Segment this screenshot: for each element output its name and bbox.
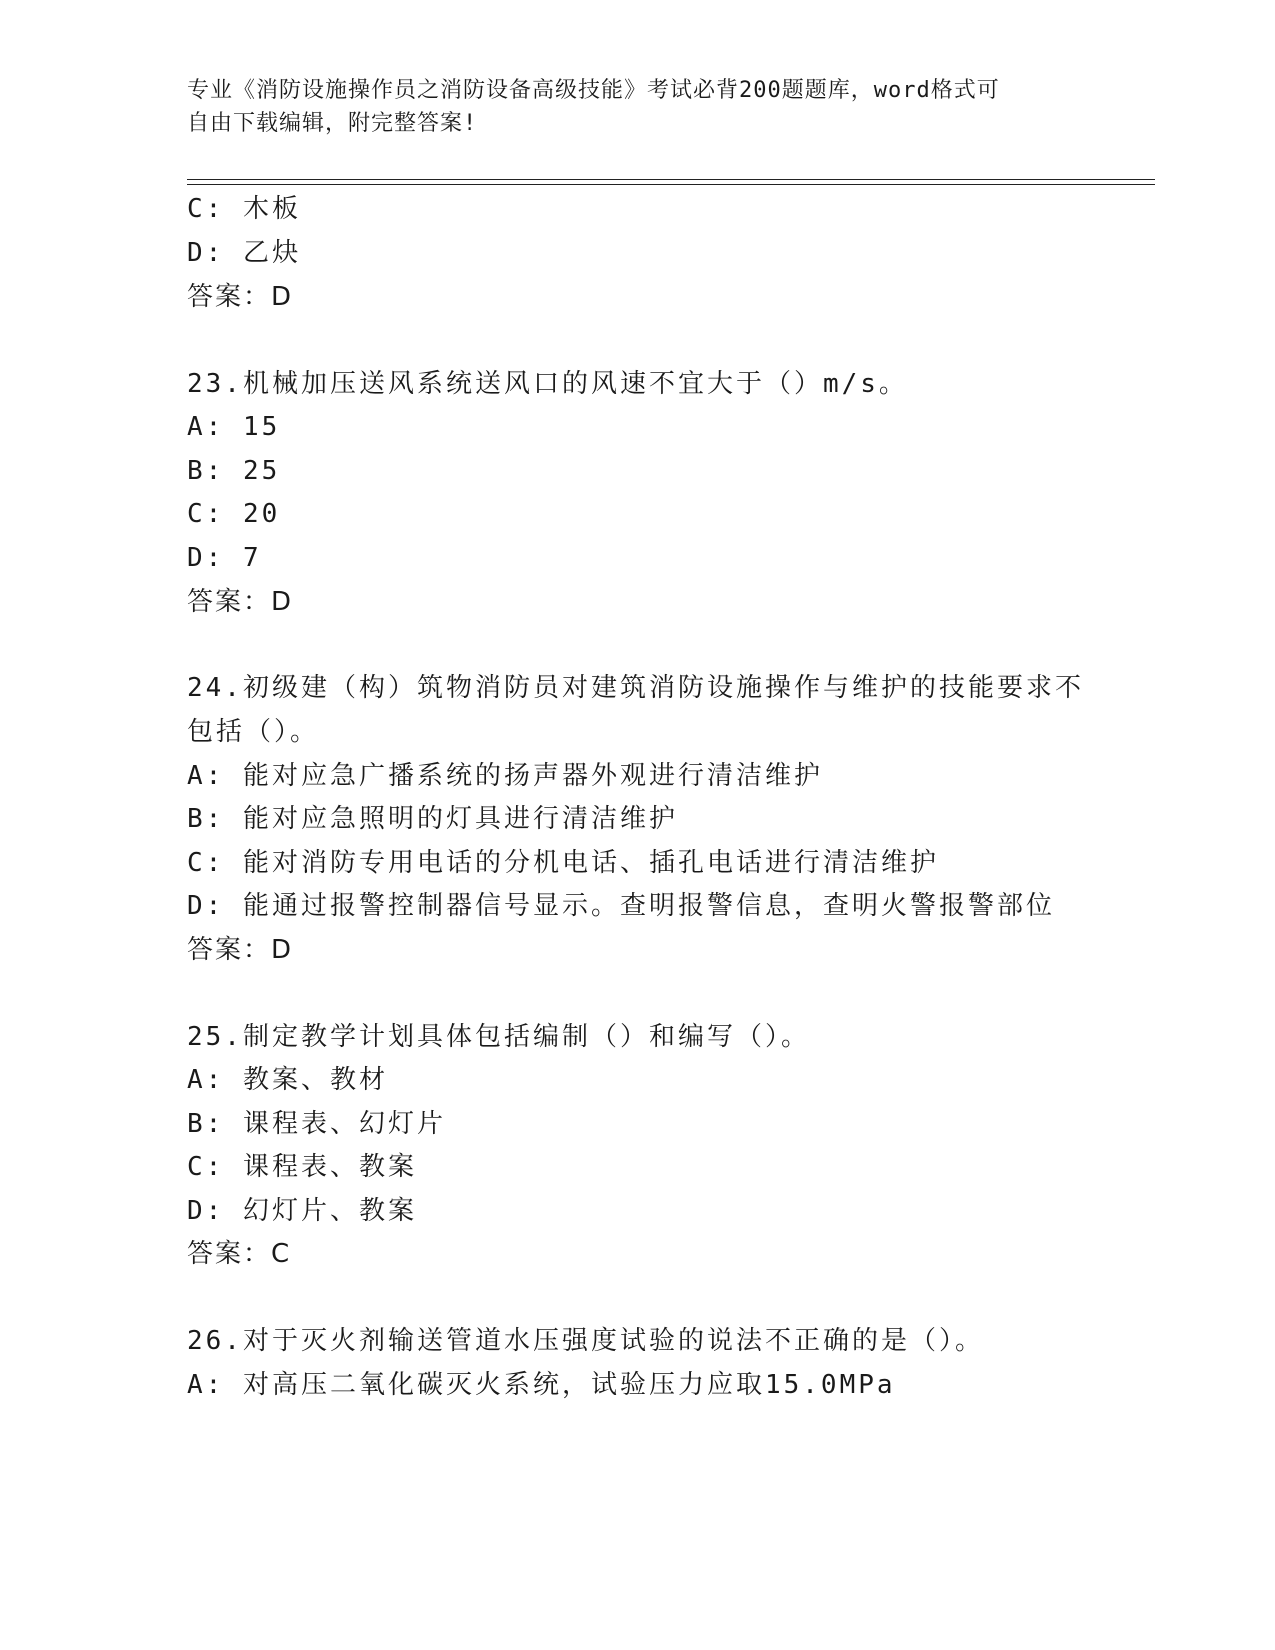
q24-option-d: D: 能通过报警控制器信号显示。查明报警信息，查明火警报警部位 xyxy=(187,891,1055,921)
q24-option-b: B: 能对应急照明的灯具进行清洁维护 xyxy=(187,804,678,834)
q23-option-d: D: 7 xyxy=(187,543,262,573)
q25-option-c: C: 课程表、教案 xyxy=(187,1152,417,1182)
q25-answer: 答案：C xyxy=(187,1239,292,1269)
q25-question: 25.制定教学计划具体包括编制（）和编写（）。 xyxy=(187,1022,810,1052)
header-divider-bottom xyxy=(187,184,1155,185)
q23-option-a: A: 15 xyxy=(187,412,281,442)
q25-option-d: D: 幻灯片、教案 xyxy=(187,1196,417,1226)
prev-option-c: C: 木板 xyxy=(187,194,301,224)
q23-answer: 答案：D xyxy=(187,587,294,617)
header-line-2: 自由下载编辑，附完整答案! xyxy=(187,111,478,136)
q25-option-b: B: 课程表、幻灯片 xyxy=(187,1109,446,1139)
prev-option-d: D: 乙炔 xyxy=(187,238,301,268)
q23-question: 23.机械加压送风系统送风口的风速不宜大于（）m/s。 xyxy=(187,369,908,399)
q24-question-line-2: 包括（）。 xyxy=(187,717,320,747)
prev-answer: 答案：D xyxy=(187,282,294,312)
document-header xyxy=(187,74,1087,140)
q24-option-a: A: 能对应急广播系统的扬声器外观进行清洁维护 xyxy=(187,761,823,791)
q23-option-c: C: 20 xyxy=(187,499,281,529)
q25-option-a: A: 教案、教材 xyxy=(187,1065,388,1095)
header-divider-top xyxy=(187,179,1155,180)
q26-option-a: A: 对高压二氧化碳灭火系统，试验压力应取15.0MPa xyxy=(187,1370,896,1400)
q24-question-line-1: 24.初级建（构）筑物消防员对建筑消防设施操作与维护的技能要求不 xyxy=(187,673,1084,703)
q24-option-c: C: 能对消防专用电话的分机电话、插孔电话进行清洁维护 xyxy=(187,848,939,878)
q26-question: 26.对于灭火剂输送管道水压强度试验的说法不正确的是（）。 xyxy=(187,1326,984,1356)
q24-answer: 答案：D xyxy=(187,935,294,965)
header-line-1: 专业《消防设施操作员之消防设备高级技能》考试必背200题题库，word格式可 xyxy=(187,78,1000,103)
q23-option-b: B: 25 xyxy=(187,456,281,486)
